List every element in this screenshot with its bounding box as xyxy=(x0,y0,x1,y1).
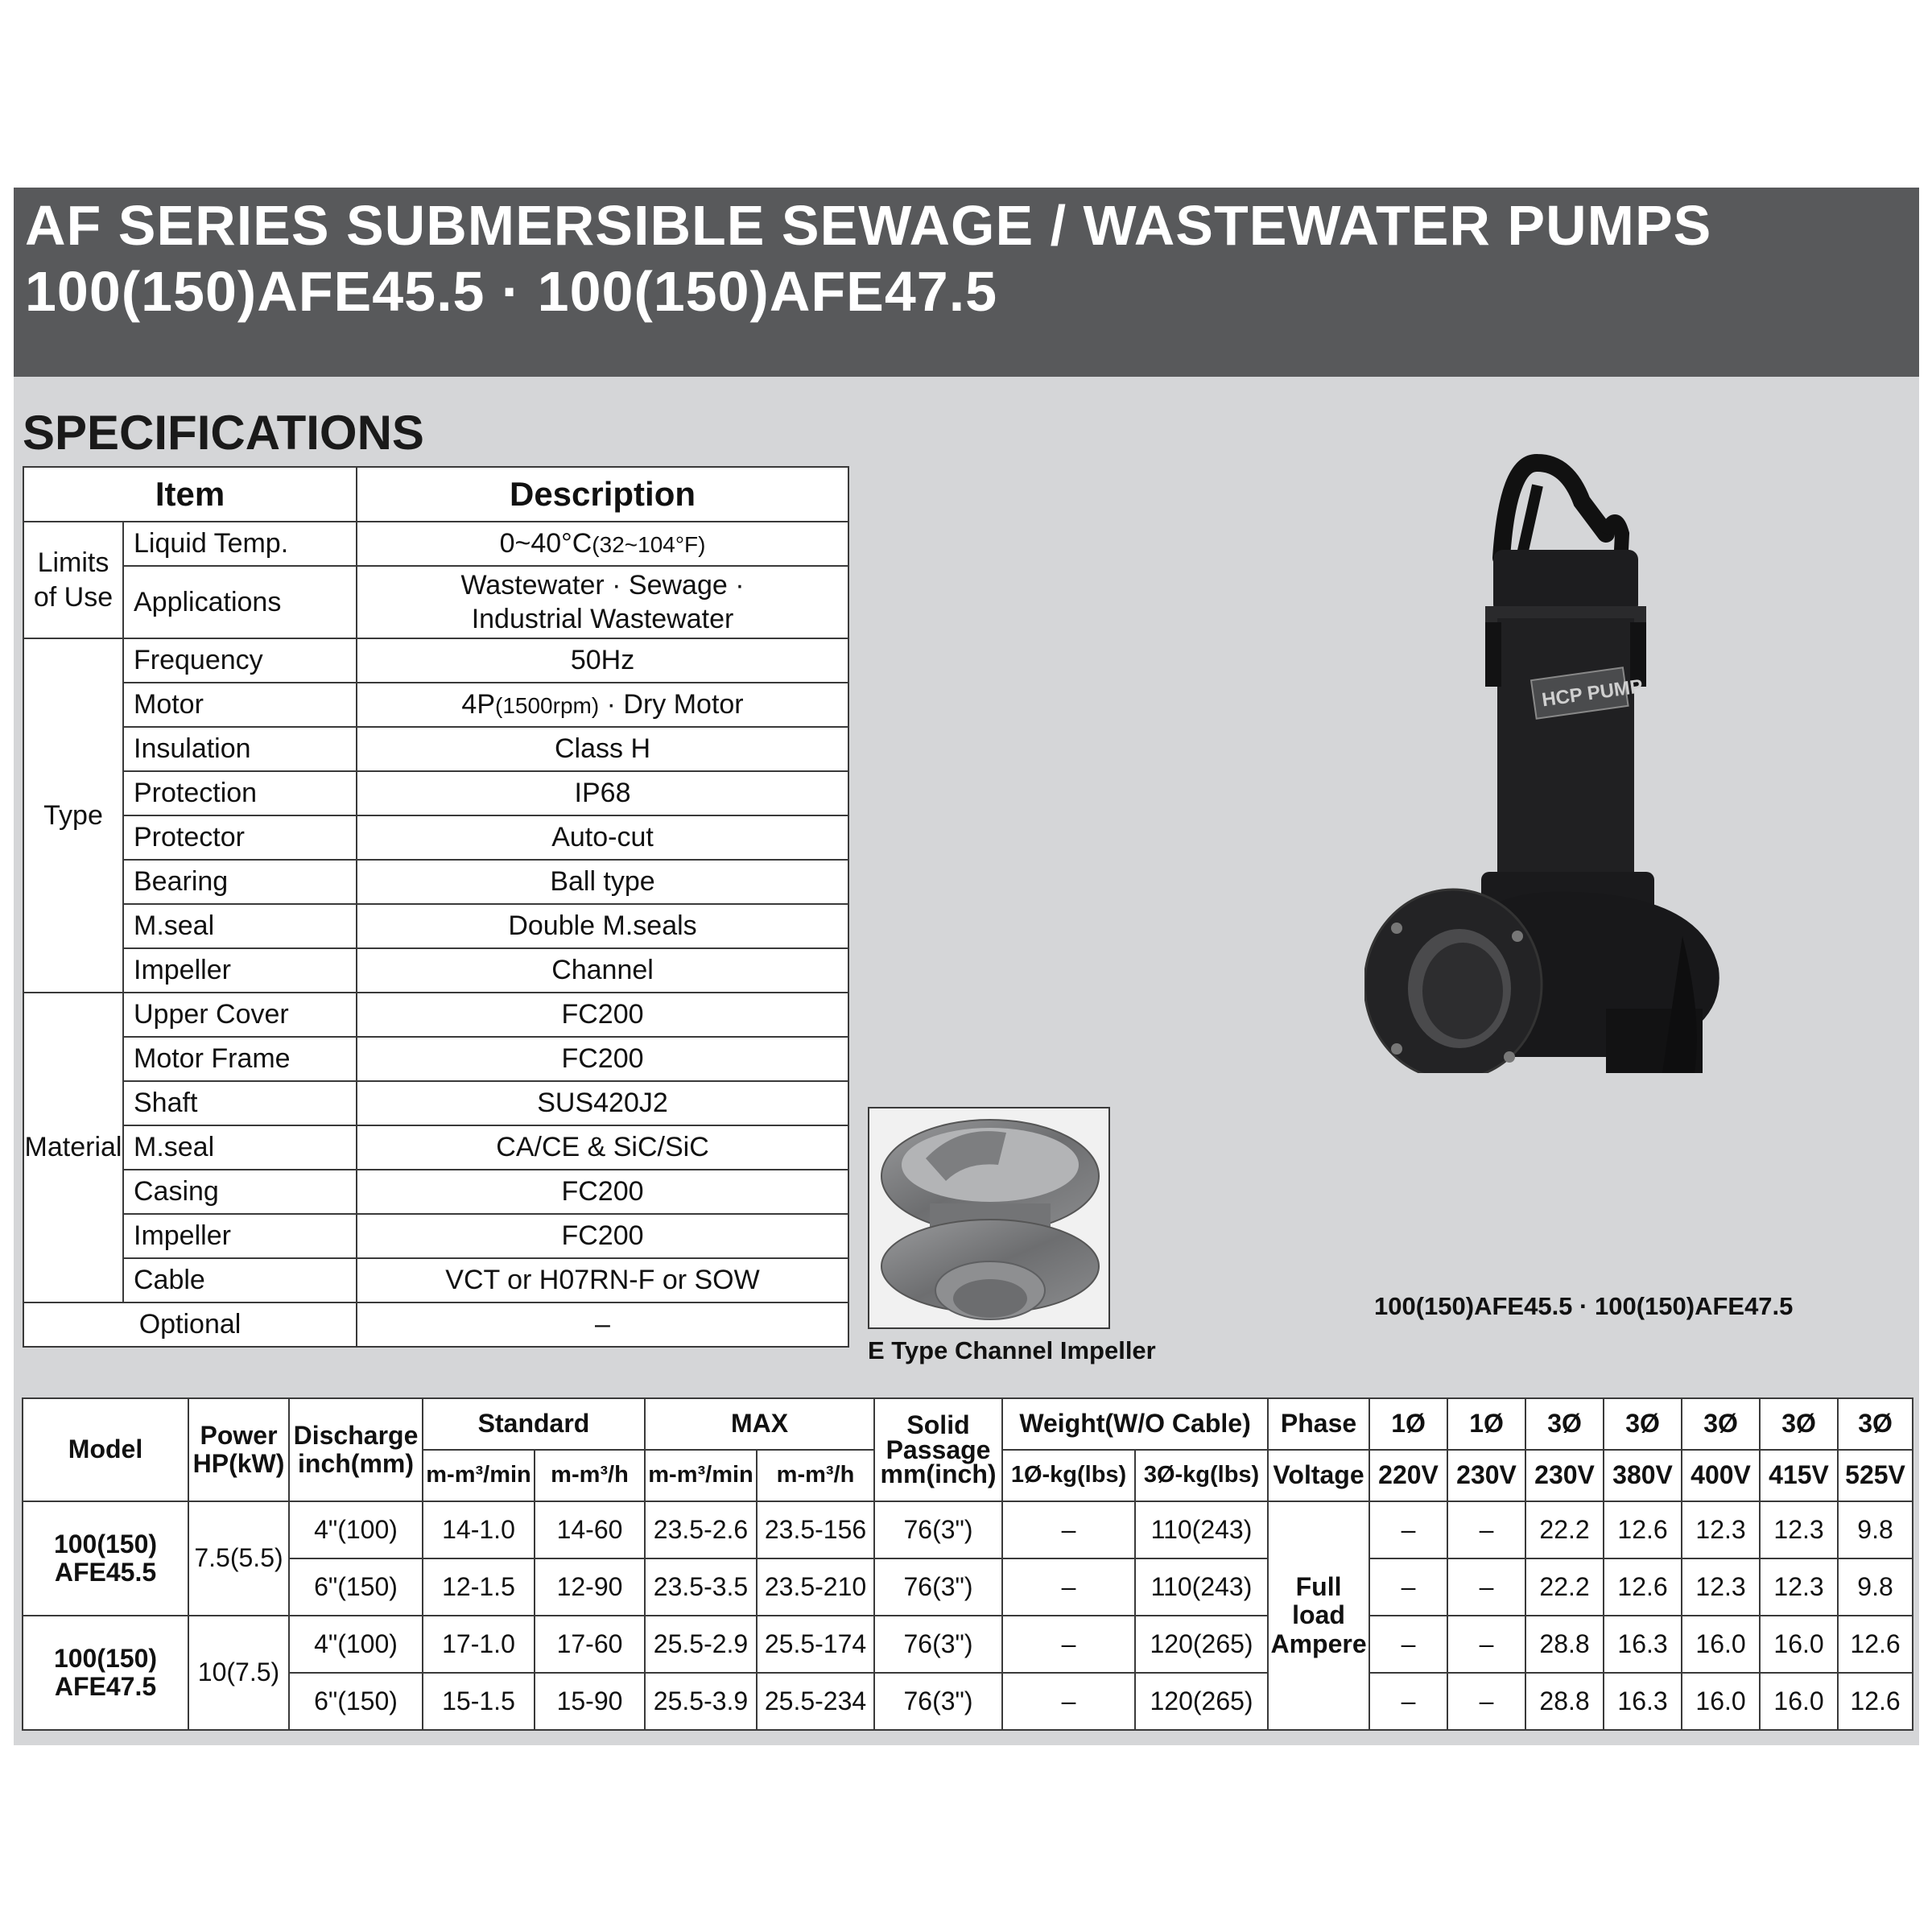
amp-cell: 12.6 xyxy=(1838,1673,1913,1730)
spec-row xyxy=(23,683,848,727)
weight-1ph-cell: – xyxy=(1002,1673,1135,1730)
model-header: Model xyxy=(23,1398,188,1501)
spec-header-row xyxy=(23,467,848,522)
table-row xyxy=(23,1558,1913,1616)
weight-1ph-cell: – xyxy=(1002,1616,1135,1673)
max-header: MAX xyxy=(645,1398,874,1450)
voltage-cell: 230V xyxy=(1447,1450,1525,1501)
std-min-cell: 17-1.0 xyxy=(423,1616,535,1673)
col-item-header: Item xyxy=(23,467,357,522)
impeller-image xyxy=(868,1107,1110,1329)
spec-description: Ball type xyxy=(357,860,848,904)
pump-caption: 100(150)AFE45.5 · 100(150)AFE47.5 xyxy=(1374,1292,1794,1320)
phase-cell: 1Ø xyxy=(1369,1398,1447,1450)
spec-row-optional xyxy=(23,1302,848,1347)
spec-description xyxy=(357,566,848,638)
spec-item: Insulation xyxy=(123,727,357,771)
amp-cell: 28.8 xyxy=(1525,1673,1604,1730)
spec-description xyxy=(357,683,848,727)
weight-3ph-cell: 110(243) xyxy=(1135,1501,1268,1558)
spec-row xyxy=(23,1081,848,1125)
amp-cell: 22.2 xyxy=(1525,1501,1604,1558)
desc-line: Wastewater · Sewage · xyxy=(460,569,745,601)
max-min-cell: 23.5-2.6 xyxy=(645,1501,757,1558)
spec-row xyxy=(23,1170,848,1214)
spec-row xyxy=(23,522,848,566)
amp-cell: 16.3 xyxy=(1604,1616,1682,1673)
std-min-cell: 15-1.5 xyxy=(423,1673,535,1730)
spec-sheet xyxy=(14,188,1919,1745)
model-line: 100(150) xyxy=(53,1643,158,1673)
group-material: Material xyxy=(23,993,123,1302)
header-line: HP(kW) xyxy=(192,1449,285,1478)
spec-row xyxy=(23,566,848,638)
phase-cell: 3Ø xyxy=(1682,1398,1760,1450)
table-row xyxy=(23,1673,1913,1730)
weight-1ph-cell: – xyxy=(1002,1558,1135,1616)
voltage-cell: 415V xyxy=(1760,1450,1838,1501)
spec-row xyxy=(23,727,848,771)
max-h-cell: 25.5-174 xyxy=(757,1616,874,1673)
amp-cell: – xyxy=(1369,1558,1447,1616)
amp-cell: 9.8 xyxy=(1838,1501,1913,1558)
header-line: mm(inch) xyxy=(880,1459,997,1489)
amp-cell: – xyxy=(1447,1501,1525,1558)
spec-item: Upper Cover xyxy=(123,993,357,1037)
spec-description xyxy=(357,522,848,566)
spec-description: 50Hz xyxy=(357,638,848,683)
amp-cell: 16.0 xyxy=(1760,1616,1838,1673)
spec-item: Motor Frame xyxy=(123,1037,357,1081)
weight-3ph-cell: 110(243) xyxy=(1135,1558,1268,1616)
spec-item: Frequency xyxy=(123,638,357,683)
specifications-heading: SPECIFICATIONS xyxy=(23,406,424,460)
table-row xyxy=(23,1616,1913,1673)
spec-item: Casing xyxy=(123,1170,357,1214)
spec-description: FC200 xyxy=(357,1170,848,1214)
std-min-cell: 12-1.5 xyxy=(423,1558,535,1616)
amp-cell: 12.6 xyxy=(1838,1616,1913,1673)
weight-1ph-cell: – xyxy=(1002,1501,1135,1558)
amp-cell: 16.0 xyxy=(1760,1673,1838,1730)
std-min-cell: 14-1.0 xyxy=(423,1501,535,1558)
spec-description: Double M.seals xyxy=(357,904,848,948)
model-cell xyxy=(23,1616,188,1730)
spec-item: Protector xyxy=(123,815,357,860)
power-cell: 7.5(5.5) xyxy=(188,1501,289,1616)
spec-item: Cable xyxy=(123,1258,357,1302)
spec-description: FC200 xyxy=(357,993,848,1037)
amp-cell: 16.0 xyxy=(1682,1673,1760,1730)
model-cell xyxy=(23,1501,188,1616)
header-line: inch(mm) xyxy=(298,1449,414,1478)
weight-3ph-cell: 120(265) xyxy=(1135,1616,1268,1673)
amp-cell: 22.2 xyxy=(1525,1558,1604,1616)
unit-header: m-m³/min xyxy=(645,1450,757,1501)
weight-header: Weight(W/O Cable) xyxy=(1002,1398,1268,1450)
max-min-cell: 23.5-3.5 xyxy=(645,1558,757,1616)
spec-row xyxy=(23,993,848,1037)
spec-description: CA/CE & SiC/SiC xyxy=(357,1125,848,1170)
model-line: 100(150) xyxy=(53,1529,158,1558)
max-h-cell: 25.5-234 xyxy=(757,1673,874,1730)
amp-cell: 16.0 xyxy=(1682,1616,1760,1673)
solid-cell: 76(3") xyxy=(874,1501,1002,1558)
max-min-cell: 25.5-3.9 xyxy=(645,1673,757,1730)
spec-row xyxy=(23,860,848,904)
model-line: AFE47.5 xyxy=(54,1672,157,1701)
amp-cell: 12.3 xyxy=(1682,1558,1760,1616)
voltage-cell: 380V xyxy=(1604,1450,1682,1501)
spec-description: Auto-cut xyxy=(357,815,848,860)
solid-cell: 76(3") xyxy=(874,1673,1002,1730)
model-line: AFE45.5 xyxy=(54,1558,157,1587)
group-label: of Use xyxy=(33,581,114,613)
spec-description: Channel xyxy=(357,948,848,993)
full-load-ampere-cell xyxy=(1268,1501,1369,1730)
spec-item: Liquid Temp. xyxy=(123,522,357,566)
amp-cell: 12.6 xyxy=(1604,1501,1682,1558)
voltage-header: Voltage xyxy=(1268,1450,1369,1501)
weight-unit-header: 3Ø-kg(lbs) xyxy=(1135,1450,1268,1501)
spec-item-optional: Optional xyxy=(23,1302,357,1347)
spec-row xyxy=(23,815,848,860)
full-load-line: Ampere xyxy=(1270,1629,1367,1658)
pump-illustration xyxy=(1364,453,1799,1073)
spec-item: Bearing xyxy=(123,860,357,904)
impeller-illustration xyxy=(869,1108,1108,1327)
amp-cell: 12.3 xyxy=(1760,1558,1838,1616)
phase-cell: 3Ø xyxy=(1838,1398,1913,1450)
std-h-cell: 14-60 xyxy=(535,1501,645,1558)
solid-cell: 76(3") xyxy=(874,1558,1002,1616)
power-cell: 10(7.5) xyxy=(188,1616,289,1730)
spec-row xyxy=(23,1214,848,1258)
spec-item: Motor xyxy=(123,683,357,727)
max-h-cell: 23.5-156 xyxy=(757,1501,874,1558)
unit-header: m-m³/h xyxy=(535,1450,645,1501)
specifications-table xyxy=(23,466,849,1348)
desc-small-text: (32~104°F) xyxy=(592,532,706,557)
standard-header: Standard xyxy=(423,1398,645,1450)
brand-label: HCP PUMP xyxy=(1540,675,1645,712)
weight-unit-header: 1Ø-kg(lbs) xyxy=(1002,1450,1135,1501)
phase-cell: 1Ø xyxy=(1447,1398,1525,1450)
group-type: Type xyxy=(23,638,123,993)
spec-item: M.seal xyxy=(123,1125,357,1170)
amp-cell: – xyxy=(1369,1616,1447,1673)
spec-description: IP68 xyxy=(357,771,848,815)
table-row xyxy=(23,1501,1913,1558)
spec-item: Impeller xyxy=(123,1214,357,1258)
spec-description: FC200 xyxy=(357,1214,848,1258)
spec-row xyxy=(23,904,848,948)
spec-description: Class H xyxy=(357,727,848,771)
amp-cell: 9.8 xyxy=(1838,1558,1913,1616)
spec-item: Impeller xyxy=(123,948,357,993)
unit-header: m-m³/min xyxy=(423,1450,535,1501)
solid-cell: 76(3") xyxy=(874,1616,1002,1673)
spec-item: Protection xyxy=(123,771,357,815)
page-subtitle: 100(150)AFE45.5 · 100(150)AFE47.5 xyxy=(25,260,998,323)
spec-item: Applications xyxy=(123,566,357,638)
spec-description: FC200 xyxy=(357,1037,848,1081)
spec-description-optional: – xyxy=(357,1302,848,1347)
amp-cell: – xyxy=(1447,1558,1525,1616)
unit-header: m-m³/h xyxy=(757,1450,874,1501)
spec-row xyxy=(23,1258,848,1302)
amp-cell: 12.3 xyxy=(1760,1501,1838,1558)
discharge-cell: 4"(100) xyxy=(289,1501,423,1558)
phase-cell: 3Ø xyxy=(1604,1398,1682,1450)
full-load-line: Full load xyxy=(1292,1572,1345,1630)
amp-cell: – xyxy=(1369,1673,1447,1730)
desc-text: · Dry Motor xyxy=(599,689,744,720)
spec-row xyxy=(23,948,848,993)
amp-cell: 28.8 xyxy=(1525,1616,1604,1673)
desc-text: 4P xyxy=(461,689,495,720)
std-h-cell: 15-90 xyxy=(535,1673,645,1730)
impeller-caption: E Type Channel Impeller xyxy=(868,1336,1156,1364)
max-h-cell: 23.5-210 xyxy=(757,1558,874,1616)
discharge-cell: 6"(150) xyxy=(289,1558,423,1616)
discharge-header xyxy=(289,1398,423,1501)
desc-line: Industrial Wastewater xyxy=(471,604,734,634)
perf-header-row xyxy=(23,1398,1913,1450)
pump-image xyxy=(1364,453,1799,1073)
header-line: Discharge xyxy=(293,1420,419,1450)
discharge-cell: 6"(150) xyxy=(289,1673,423,1730)
spec-row xyxy=(23,1037,848,1081)
spec-row xyxy=(23,771,848,815)
phase-cell: 3Ø xyxy=(1760,1398,1838,1450)
desc-small-text: (1500rpm) xyxy=(495,693,600,718)
performance-table xyxy=(22,1397,1913,1731)
spec-description: VCT or H07RN-F or SOW xyxy=(357,1258,848,1302)
voltage-cell: 525V xyxy=(1838,1450,1913,1501)
page-title: AF SERIES SUBMERSIBLE SEWAGE / WASTEWATER PUMPS xyxy=(25,194,1712,257)
col-description-header: Description xyxy=(357,467,848,522)
desc-text: 0~40°C xyxy=(499,528,592,559)
discharge-cell: 4"(100) xyxy=(289,1616,423,1673)
amp-cell: 16.3 xyxy=(1604,1673,1682,1730)
header-line: Power xyxy=(200,1420,278,1450)
amp-cell: – xyxy=(1369,1501,1447,1558)
weight-3ph-cell: 120(265) xyxy=(1135,1673,1268,1730)
voltage-cell: 230V xyxy=(1525,1450,1604,1501)
amp-cell: – xyxy=(1447,1673,1525,1730)
header-line: Solid xyxy=(906,1410,970,1440)
voltage-cell: 220V xyxy=(1369,1450,1447,1501)
phase-cell: 3Ø xyxy=(1525,1398,1604,1450)
header-line: Passage xyxy=(886,1435,991,1464)
amp-cell: 12.6 xyxy=(1604,1558,1682,1616)
group-limits-of-use xyxy=(23,522,123,638)
power-header xyxy=(188,1398,289,1501)
std-h-cell: 17-60 xyxy=(535,1616,645,1673)
amp-cell: 12.3 xyxy=(1682,1501,1760,1558)
spec-item: M.seal xyxy=(123,904,357,948)
voltage-cell: 400V xyxy=(1682,1450,1760,1501)
amp-cell: – xyxy=(1447,1616,1525,1673)
spec-description: SUS420J2 xyxy=(357,1081,848,1125)
spec-row xyxy=(23,638,848,683)
max-min-cell: 25.5-2.9 xyxy=(645,1616,757,1673)
spec-row xyxy=(23,1125,848,1170)
header-band xyxy=(14,188,1919,377)
group-label: Limits xyxy=(37,547,109,578)
std-h-cell: 12-90 xyxy=(535,1558,645,1616)
solid-passage-header xyxy=(874,1398,1002,1501)
spec-item: Shaft xyxy=(123,1081,357,1125)
phase-header: Phase xyxy=(1268,1398,1369,1450)
